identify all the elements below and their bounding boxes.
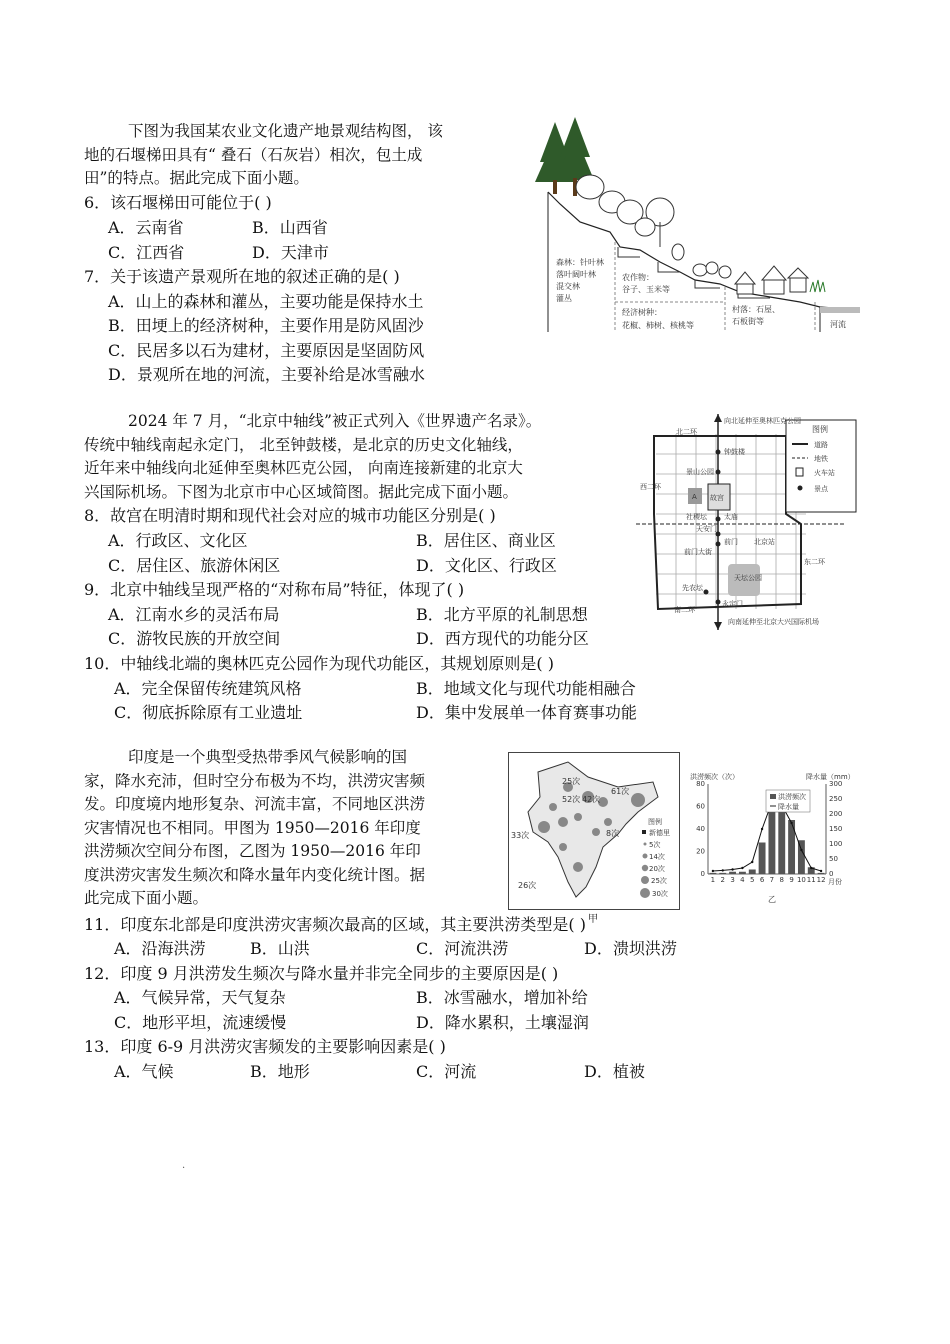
map-count-label: 52次 xyxy=(562,795,581,804)
map-count-label: 26次 xyxy=(518,881,537,890)
rainfall-point xyxy=(751,861,753,863)
q10-option-b[interactable]: B．地域文化与现代功能相融合 xyxy=(416,679,636,698)
map-count-label: 42次 xyxy=(582,795,601,804)
grass-icon xyxy=(810,280,825,292)
intro-line: 印度是一个典型受热带季风气候影响的国 xyxy=(128,748,408,766)
forest-label: 灌丛 xyxy=(556,294,572,303)
x-tick-label: 12 xyxy=(816,876,826,884)
south-extension-note: 向南延伸至北京大兴国际机场 xyxy=(728,618,819,626)
section2-intro xyxy=(84,410,644,504)
place-label: 先农坛 xyxy=(682,584,703,592)
q11-option-c[interactable]: C．河流洪涝 xyxy=(416,939,509,958)
q12-option-d[interactable]: D．降水累积，土壤湿润 xyxy=(416,1013,589,1032)
q11-option-a[interactable]: A．沿海洪涝 xyxy=(114,939,206,958)
map-count-label: 61次 xyxy=(611,787,630,796)
chart-legend-flood: 洪涝频次 xyxy=(778,793,806,801)
jia-legend: 5次 xyxy=(649,841,661,849)
ring-west: 西二环 xyxy=(640,483,661,491)
y-tick-label: 0 xyxy=(700,870,705,878)
beijing-map-figure xyxy=(636,414,858,630)
q8-option-c[interactable]: C．居住区、旅游休闲区 xyxy=(108,556,281,575)
q11-option-d[interactable]: D．溃坝洪涝 xyxy=(584,939,677,958)
intro-line: 近年来中轴线向北延伸至奥林匹克公园， 向南连接新建的北京大 xyxy=(84,459,523,477)
q6-option-a[interactable]: A．云南省 xyxy=(108,218,184,237)
q11-stem: 11．印度东北部是印度洪涝灾害频次最高的区域，其主要洪涝类型是( ) xyxy=(84,915,586,934)
q13-option-c[interactable]: C．河流 xyxy=(416,1062,477,1081)
flood-bar xyxy=(818,873,825,874)
intro-line: 兴国际机场。下图为北京市中心区域简图。据此完成下面小题。 xyxy=(84,482,519,501)
x-tick-label: 10 xyxy=(796,876,806,884)
y-tick-label: 40 xyxy=(696,825,705,833)
map-count-label: 33次 xyxy=(511,831,530,840)
rainfall-point xyxy=(800,849,802,851)
q7-option-d[interactable]: D．景观所在地的河流，主要补给是冰雪融水 xyxy=(108,365,425,384)
jia-legend: 新德里 xyxy=(649,829,670,837)
place-label: 北京站 xyxy=(754,538,775,546)
jia-legend: 20次 xyxy=(649,865,665,873)
map-legend-title: 图例 xyxy=(812,425,828,434)
rainfall-point xyxy=(820,870,822,872)
jia-caption: 甲 xyxy=(588,914,598,925)
q8-option-d[interactable]: D．文化区、行政区 xyxy=(416,556,557,575)
rainfall-line xyxy=(713,802,821,871)
intro-line: 下图为我国某农业文化遗产地景观结构图， 该 xyxy=(128,122,443,140)
q10-option-c[interactable]: C．彻底拆除原有工业遗址 xyxy=(114,703,303,722)
q9-option-d[interactable]: D．西方现代的功能分区 xyxy=(416,629,589,648)
q12-option-c[interactable]: C．地形平坦，流速缓慢 xyxy=(114,1013,287,1032)
q10-option-d[interactable]: D．集中发展单一体育赛事功能 xyxy=(416,703,637,722)
rainfall-point xyxy=(741,867,743,869)
landscape-structure-figure xyxy=(520,112,865,337)
place-label: 天安门 xyxy=(696,525,717,533)
chart-left-label: 洪涝频次（次） xyxy=(690,773,739,781)
q8-option-a[interactable]: A．行政区、文化区 xyxy=(108,531,248,550)
y-tick-label: 60 xyxy=(696,802,705,811)
q7-stem: 7．关于该遗产景观所在地的叙述正确的是( ) xyxy=(84,267,400,286)
intro-line: 此完成下面小题。 xyxy=(84,889,209,907)
legend-scenic: 景点 xyxy=(814,485,828,493)
y2-tick-label: 150 xyxy=(829,825,843,833)
q12-stem: 12．印度 9 月洪涝发生频次与降水量并非完全同步的主要原因是( ) xyxy=(84,964,559,983)
q6-stem: 6．该石堰梯田可能位于( ) xyxy=(84,193,272,212)
x-tick-label: 6 xyxy=(759,876,765,884)
x-tick-label: 9 xyxy=(789,876,794,884)
place-label: 社稷坛 xyxy=(686,513,707,521)
y2-tick-label: 200 xyxy=(829,810,843,818)
y2-tick-label: 100 xyxy=(829,840,843,848)
q10-stem: 10．中轴线北端的奥林匹克公园作为现代功能区，其规划原则是( ) xyxy=(84,654,554,673)
q13-option-a[interactable]: A．气候 xyxy=(114,1062,174,1081)
q9-option-b[interactable]: B．北方平原的礼制思想 xyxy=(416,605,588,624)
jia-legend: 30次 xyxy=(652,890,668,898)
flood-bar xyxy=(729,872,736,874)
crop-label: 谷子、玉米等 xyxy=(622,285,670,294)
terrain-profile xyxy=(548,192,860,310)
q13-option-d[interactable]: D．植被 xyxy=(584,1062,645,1081)
chart-x-unit: 月份 xyxy=(828,878,842,886)
rainfall-point xyxy=(810,867,812,869)
rainfall-point xyxy=(712,870,714,872)
river-label: 河流 xyxy=(830,320,846,329)
map-count-label: 25次 xyxy=(562,777,581,786)
flood-bar xyxy=(739,872,746,874)
q7-option-c[interactable]: C．民居多以石为建材，主要原因是坚固防风 xyxy=(108,341,425,360)
ring-south: 南二环 xyxy=(674,606,695,614)
place-label: 钟鼓楼 xyxy=(724,448,745,456)
place-label: 前门 xyxy=(724,538,738,546)
q12-option-a[interactable]: A．气候异常，天气复杂 xyxy=(114,988,286,1007)
village-label: 村落：石屋、 xyxy=(732,305,780,314)
intro-line: 田”的特点。据此完成下面小题。 xyxy=(84,169,309,187)
chart-caption: 乙 xyxy=(768,895,776,904)
crop-label: 农作物： xyxy=(622,273,654,282)
intro-line: 2024 年 7 月，“北京中轴线”被正式列入《世界遗产名录》。 xyxy=(128,412,542,430)
q6-option-d[interactable]: D．天津市 xyxy=(252,243,329,262)
y2-tick-label: 250 xyxy=(829,795,843,803)
y2-tick-label: 300 xyxy=(829,780,843,788)
map-count-label: 8次 xyxy=(606,829,620,838)
flood-rainfall-chart xyxy=(688,770,860,910)
place-label: 太庙 xyxy=(724,513,738,521)
deciduous-tree-icon xyxy=(576,175,684,260)
house-icon xyxy=(735,266,808,294)
q6-option-c[interactable]: C．江西省 xyxy=(108,243,185,262)
tree-label: 花椒、柿树、核桃等 xyxy=(622,321,694,330)
x-tick-label: 11 xyxy=(806,876,816,884)
place-label: 永定门 xyxy=(722,600,743,608)
rainfall-point xyxy=(761,828,763,830)
x-tick-label: 2 xyxy=(720,876,725,884)
flood-bar xyxy=(798,840,805,874)
y2-tick-label: 50 xyxy=(829,855,838,863)
x-tick-label: 1 xyxy=(710,876,716,884)
y-tick-label: 80 xyxy=(696,780,705,788)
x-tick-label: 8 xyxy=(779,876,784,884)
jia-legend-title: 图例 xyxy=(648,818,662,826)
y2-tick-label: 0 xyxy=(829,870,834,878)
legend-subway: 地铁 xyxy=(814,455,828,463)
flood-bar xyxy=(709,873,716,874)
q7-option-a[interactable]: A．山上的森林和灌丛，主要功能是保持水土 xyxy=(108,292,424,311)
section1-intro xyxy=(84,120,524,191)
q12-option-b[interactable]: B．冰雪融水，增加补给 xyxy=(416,988,588,1007)
river xyxy=(820,307,860,313)
intro-line: 传统中轴线南起永定门， 北至钟鼓楼，是北京的历史文化轴线， xyxy=(84,435,523,454)
ring-north: 北二环 xyxy=(676,428,697,436)
legend-road: 道路 xyxy=(814,441,828,449)
ring-east: 东二环 xyxy=(804,558,825,566)
q7-option-b[interactable]: B．田埂上的经济树种，主要作用是防风固沙 xyxy=(108,316,424,335)
svg-text:A: A xyxy=(692,493,697,501)
india-flood-map xyxy=(508,752,680,910)
place-label: 天坛公园 xyxy=(734,574,762,582)
x-tick-label: 3 xyxy=(730,876,735,884)
q8-stem: 8．故宫在明清时期和现代社会对应的城市功能区分别是( ) xyxy=(84,506,496,525)
intro-line: 洪涝频次空间分布图，乙图为 1950—2016 年印 xyxy=(84,842,421,860)
shrub-icon xyxy=(693,262,731,278)
flood-bar xyxy=(719,873,726,874)
place-label: 景山公园 xyxy=(686,468,714,476)
jia-legend: 25次 xyxy=(651,877,667,885)
chart-right-label: 降水量（mm） xyxy=(806,773,855,781)
chart-legend-rain: 降水量 xyxy=(778,803,799,811)
q9-stem: 9．北京中轴线呈现严格的“对称布局”特征，体现了( ) xyxy=(84,580,465,599)
intro-line: 发。印度境内地形复杂、河流丰富，不同地区洪涝 xyxy=(84,795,426,813)
q9-option-c[interactable]: C．游牧民族的开放空间 xyxy=(108,629,281,648)
q8-option-b[interactable]: B．居住区、商业区 xyxy=(416,531,556,550)
y-tick-label: 20 xyxy=(696,847,705,856)
intro-line: 度洪涝灾害发生频次和降水量年内变化统计图。据 xyxy=(84,865,426,884)
north-extension-note: 向北延伸至奥林匹克公园 xyxy=(724,417,801,425)
rainfall-point xyxy=(731,868,733,870)
tree-label: 经济树种： xyxy=(622,308,662,317)
x-tick-label: 7 xyxy=(769,876,775,884)
place-label: 前门大街 xyxy=(684,548,712,556)
forest-label: 混交林 xyxy=(556,282,580,291)
flood-bar xyxy=(749,870,756,875)
forest-label: 落叶阔叶林 xyxy=(556,270,596,279)
jia-legend: 14次 xyxy=(649,853,665,861)
x-tick-label: 5 xyxy=(750,876,755,884)
x-tick-label: 4 xyxy=(740,876,745,884)
rainfall-point xyxy=(790,822,792,824)
flood-bar xyxy=(759,843,766,875)
intro-line: 灾害情况也不相同。甲图为 1950—2016 年印度 xyxy=(84,818,421,837)
village-label: 石板街等 xyxy=(732,317,764,326)
legend-station: 火车站 xyxy=(814,469,835,477)
rainfall-point xyxy=(722,869,724,871)
stray-dot: . xyxy=(182,1160,186,1171)
q9-option-a[interactable]: A．江南水乡的灵活布局 xyxy=(108,605,280,624)
section3-intro xyxy=(84,746,504,911)
q13-option-b[interactable]: B．地形 xyxy=(250,1062,310,1081)
forest-label: 森林：针叶林 xyxy=(556,258,604,267)
q10-option-a[interactable]: A．完全保留传统建筑风格 xyxy=(114,679,302,698)
q6-option-b[interactable]: B．山西省 xyxy=(252,218,328,237)
q13-stem: 13．印度 6-9 月洪涝灾害频发的主要影响因素是( ) xyxy=(84,1037,446,1056)
flood-bar xyxy=(788,820,795,874)
q11-option-b[interactable]: B．山洪 xyxy=(250,939,310,958)
intro-line: 地的石堰梯田具有“ 叠石（石灰岩）相次，包土成 xyxy=(84,145,423,164)
intro-line: 家，降水充沛，但时空分布极为不均，洪涝灾害频 xyxy=(84,771,426,790)
place-label: 故宫 xyxy=(710,494,724,502)
